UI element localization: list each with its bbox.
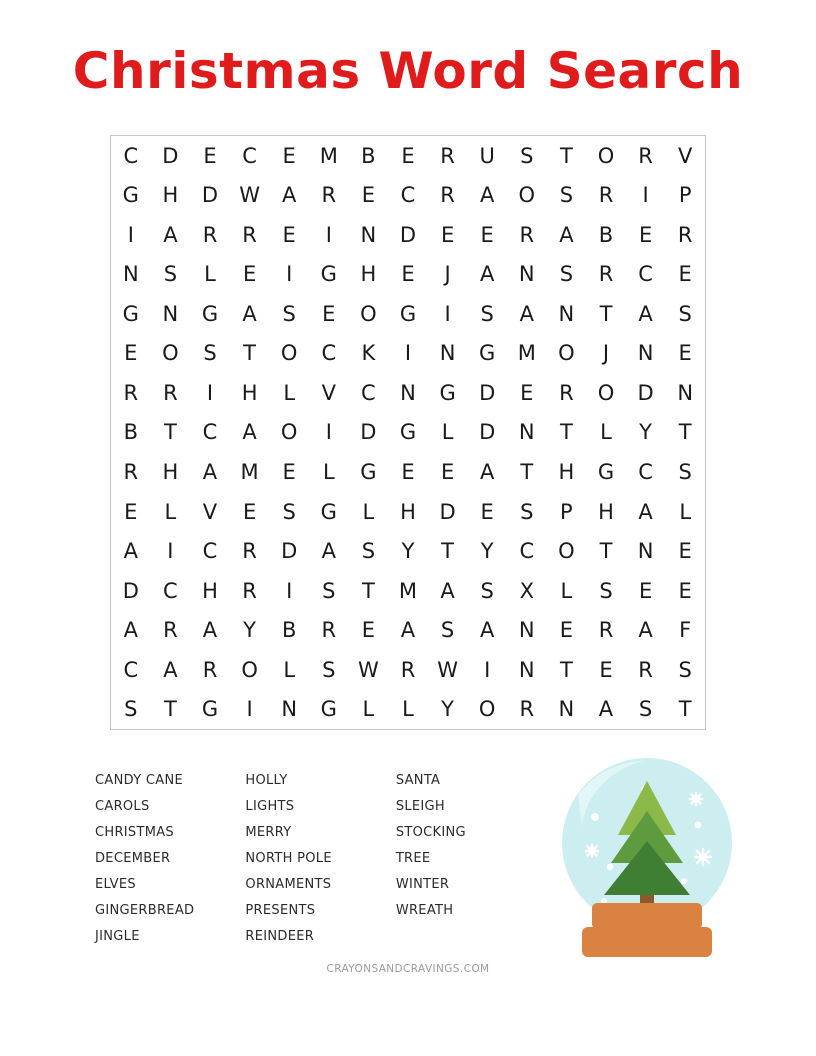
word-list-item: HOLLY xyxy=(245,773,288,788)
grid-cell: I xyxy=(484,657,491,682)
grid-cell: R xyxy=(440,183,455,208)
grid-cell: O xyxy=(162,341,179,366)
word-list-item: MERRY xyxy=(245,825,292,840)
grid-cell: L xyxy=(441,420,454,445)
grid-cell: C xyxy=(519,539,535,564)
grid-cell: M xyxy=(319,143,338,168)
grid-cell: S xyxy=(480,578,494,603)
grid-cell: X xyxy=(519,578,534,603)
grid-cell: D xyxy=(162,143,179,168)
word-list-item: LIGHTS xyxy=(245,799,295,814)
grid-cell: A xyxy=(598,697,614,722)
grid-cell: I xyxy=(127,222,134,247)
grid-cell: B xyxy=(123,420,138,445)
grid-cell: B xyxy=(598,222,614,247)
grid-cell: U xyxy=(479,143,495,168)
grid-cell: G xyxy=(399,420,417,445)
grid-cell: S xyxy=(480,301,494,326)
grid-cell: M xyxy=(398,578,418,603)
grid-cell: Y xyxy=(639,420,652,445)
grid-cell: W xyxy=(358,657,379,682)
grid-cell: C xyxy=(400,183,416,208)
grid-cell: E xyxy=(678,578,692,603)
grid-cell: D xyxy=(439,499,456,524)
grid-cell: J xyxy=(602,341,610,366)
grid-cell: C xyxy=(321,341,337,366)
grid-cell: R xyxy=(598,183,614,208)
grid-cell: R xyxy=(321,618,337,643)
grid-cell: N xyxy=(439,341,456,366)
grid-cell: I xyxy=(286,262,293,287)
grid-cell: C xyxy=(202,539,218,564)
grid-cell: N xyxy=(558,301,575,326)
grid-cell: R xyxy=(163,618,178,643)
grid-cell: G xyxy=(360,460,377,485)
grid-cell: R xyxy=(123,460,139,485)
grid-cell: A xyxy=(519,301,534,326)
grid-cell: E xyxy=(242,262,257,287)
grid-cell: L xyxy=(679,499,692,524)
grid-cell: A xyxy=(638,499,653,524)
grid-cell: R xyxy=(598,618,614,643)
grid-cell: N xyxy=(518,618,535,643)
grid-cell: N xyxy=(122,262,139,287)
grid-cell: R xyxy=(163,380,178,405)
grid-cell: I xyxy=(642,183,649,208)
grid-cell: I xyxy=(286,578,293,603)
page-title: Christmas Word Search xyxy=(72,42,744,100)
grid-cell: T xyxy=(361,578,375,603)
grid-cell: A xyxy=(123,539,138,564)
grid-cell: A xyxy=(400,618,416,643)
grid-cell: R xyxy=(638,143,653,168)
grid-cell: D xyxy=(201,183,219,208)
grid-cell: R xyxy=(559,380,574,405)
credit-line: CRAYONSANDCRAVINGS.COM xyxy=(326,963,490,975)
grid-cell: D xyxy=(479,380,496,405)
grid-cell: H xyxy=(162,183,179,208)
grid-cell: O xyxy=(280,420,298,445)
word-list-item: STOCKING xyxy=(395,825,466,840)
grid-cell: N xyxy=(518,657,535,682)
grid-cell: K xyxy=(361,341,376,366)
grid-cell: R xyxy=(242,578,257,603)
grid-cell: C xyxy=(123,657,139,682)
grid-cell: N xyxy=(518,420,535,445)
word-list-item: GINGERBREAD xyxy=(95,903,195,918)
grid-cell: G xyxy=(201,301,219,326)
grid-cell: M xyxy=(517,341,536,366)
grid-cell: H xyxy=(202,578,218,603)
grid-cell: H xyxy=(400,499,416,524)
grid-cell: Y xyxy=(243,618,256,643)
grid-cell: E xyxy=(638,578,653,603)
grid-cell: C xyxy=(123,143,139,168)
grid-cell: B xyxy=(281,618,297,643)
grid-cell: L xyxy=(283,657,296,682)
word-list-item: CHRISTMAS xyxy=(95,825,174,840)
word-list xyxy=(95,768,525,950)
grid-cell: T xyxy=(163,697,177,722)
grid-cell: N xyxy=(677,380,694,405)
grid-cell: S xyxy=(678,301,692,326)
grid-cell: G xyxy=(201,697,219,722)
grid-cell: S xyxy=(322,657,336,682)
grid-cell: A xyxy=(638,618,653,643)
grid-cell: E xyxy=(361,183,376,208)
grid-cell: G xyxy=(479,341,496,366)
grid-cell: L xyxy=(362,499,375,524)
grid-cell: A xyxy=(480,618,495,643)
grid-cell: L xyxy=(322,460,335,485)
word-search-grid xyxy=(110,135,706,730)
grid-cell: A xyxy=(202,460,218,485)
grid-cell: T xyxy=(441,539,454,564)
word-list-item: PRESENTS xyxy=(245,903,316,918)
grid-cell: O xyxy=(518,183,536,208)
grid-cell: H xyxy=(241,380,258,405)
word-list-item: JINGLE xyxy=(95,929,140,944)
grid-cell: O xyxy=(558,341,575,366)
grid-cell: S xyxy=(520,499,534,524)
grid-cell: G xyxy=(320,499,337,524)
grid-cell: E xyxy=(124,341,138,366)
grid-cell: R xyxy=(638,657,653,682)
grid-cell: A xyxy=(163,657,178,682)
grid-cell: V xyxy=(678,143,693,168)
grid-cell: S xyxy=(678,657,692,682)
grid-cell: S xyxy=(203,341,217,366)
grid-cell: C xyxy=(242,143,257,168)
grid-cell: B xyxy=(361,143,376,168)
grid-cell: N xyxy=(281,697,298,722)
grid-cell: L xyxy=(402,697,414,722)
grid-cell: R xyxy=(242,222,257,247)
grid-cell: L xyxy=(560,578,573,603)
grid-cell: E xyxy=(282,222,296,247)
grid-cell: W xyxy=(437,657,458,682)
grid-cell: S xyxy=(282,301,296,326)
grid-cell: H xyxy=(360,262,377,287)
grid-cell: N xyxy=(637,539,654,564)
grid-cell: F xyxy=(679,618,692,643)
grid-cell: L xyxy=(164,499,177,524)
grid-cell: A xyxy=(559,222,574,247)
grid-cell: I xyxy=(325,420,332,445)
grid-cell: E xyxy=(242,499,257,524)
grid-cell: A xyxy=(440,578,455,603)
grid-cell: Y xyxy=(401,539,415,564)
grid-cell: T xyxy=(243,341,256,366)
grid-cell: S xyxy=(520,143,534,168)
word-list-item: REINDEER xyxy=(245,929,315,944)
grid-cell: S xyxy=(599,578,613,603)
grid-cell: A xyxy=(163,222,178,247)
grid-cell: I xyxy=(167,539,174,564)
grid-cell: I xyxy=(404,341,412,366)
grid-cell: R xyxy=(677,222,693,247)
grid-cell: A xyxy=(321,539,336,564)
grid-cell: R xyxy=(519,222,535,247)
grid-cell: T xyxy=(163,420,177,445)
grid-cell: E xyxy=(440,460,455,485)
grid-cell: P xyxy=(560,499,573,524)
grid-cell: C xyxy=(202,420,218,445)
grid-cell: E xyxy=(282,143,296,168)
grid-cell: D xyxy=(281,539,298,564)
grid-cell: E xyxy=(440,222,455,247)
grid-cell: E xyxy=(559,618,574,643)
word-list-item: WINTER xyxy=(395,877,450,892)
grid-cell: E xyxy=(282,460,296,485)
grid-cell: O xyxy=(597,143,615,168)
word-list-item: ELVES xyxy=(95,877,136,892)
word-list-item: ORNAMENTS xyxy=(245,877,332,892)
grid-cell: A xyxy=(480,460,495,485)
grid-cell: R xyxy=(321,183,337,208)
grid-cell: G xyxy=(122,183,139,208)
grid-cell: O xyxy=(478,697,496,722)
grid-cell: R xyxy=(400,657,416,682)
grid-cell: O xyxy=(597,380,615,405)
grid-cell: E xyxy=(401,460,415,485)
grid-cell: A xyxy=(282,183,297,208)
grid-cell: C xyxy=(638,460,653,485)
word-list-item: CANDY CANE xyxy=(95,773,183,788)
word-list-column-3 xyxy=(396,768,525,950)
grid-cell: I xyxy=(206,380,214,405)
grid-cell: G xyxy=(320,697,337,722)
grid-cell: S xyxy=(282,499,296,524)
grid-cell: E xyxy=(678,262,692,287)
grid-cell: E xyxy=(678,539,692,564)
grid-cell: G xyxy=(597,460,615,485)
word-list-item: CAROLS xyxy=(95,799,150,814)
grid-cell: C xyxy=(163,578,178,603)
grid-cell: P xyxy=(678,183,692,208)
grid-cell: R xyxy=(202,657,218,682)
grid-cell: O xyxy=(360,301,377,326)
grid-cell: E xyxy=(599,657,613,682)
grid-cell: G xyxy=(439,380,456,405)
grid-cell: D xyxy=(399,222,417,247)
grid-cell: S xyxy=(559,183,574,208)
grid-cell: N xyxy=(360,222,377,247)
grid-cell: G xyxy=(399,301,417,326)
grid-cell: D xyxy=(479,420,496,445)
grid-cell: O xyxy=(241,657,258,682)
grid-cell: A xyxy=(480,262,495,287)
grid-cell: L xyxy=(204,262,216,287)
grid-cell: T xyxy=(559,657,573,682)
grid-cell: S xyxy=(559,262,574,287)
grid-cell: S xyxy=(678,460,692,485)
word-list-item: SANTA xyxy=(395,773,441,788)
grid-cell: A xyxy=(480,183,495,208)
grid-cell: D xyxy=(122,578,139,603)
grid-cell: V xyxy=(202,499,218,524)
grid-cell: E xyxy=(480,222,494,247)
grid-cell: A xyxy=(123,618,138,643)
grid-cell: N xyxy=(162,301,179,326)
grid-cell: N xyxy=(637,341,654,366)
grid-cell: T xyxy=(599,539,613,564)
grid-cell: W xyxy=(239,183,260,208)
word-list-item: DECEMBER xyxy=(95,851,171,866)
grid-cell: E xyxy=(401,262,415,287)
grid-cell: O xyxy=(280,341,298,366)
grid-cell: V xyxy=(321,380,336,405)
grid-cell: C xyxy=(361,380,376,405)
grid-cell: E xyxy=(361,618,376,643)
grid-cell: T xyxy=(678,420,692,445)
word-list-item: NORTH POLE xyxy=(245,851,332,866)
grid-cell: E xyxy=(322,301,336,326)
grid-cell: G xyxy=(122,301,139,326)
grid-cell: E xyxy=(203,143,217,168)
word-list-column-1 xyxy=(95,768,245,950)
grid-cell: N xyxy=(518,262,535,287)
grid-cell: R xyxy=(440,143,455,168)
grid-cell: L xyxy=(600,420,612,445)
grid-cell: T xyxy=(520,460,534,485)
grid-cell: H xyxy=(598,499,614,524)
grid-cell: I xyxy=(325,222,332,247)
grid-cell: H xyxy=(162,460,179,485)
grid-cell: A xyxy=(202,618,218,643)
grid-cell: N xyxy=(558,697,575,722)
grid-cell: J xyxy=(444,262,451,287)
grid-cell: T xyxy=(559,143,573,168)
grid-cell: E xyxy=(124,499,138,524)
grid-cell: T xyxy=(599,301,613,326)
grid-cell: E xyxy=(638,222,653,247)
grid-cell: C xyxy=(638,262,653,287)
grid-cell: E xyxy=(401,143,415,168)
grid-cell: Y xyxy=(441,697,454,722)
grid-cell: R xyxy=(242,539,257,564)
grid-cell: G xyxy=(320,262,337,287)
grid-cell: D xyxy=(360,420,377,445)
grid-cell: E xyxy=(678,341,692,366)
grid-cell: T xyxy=(678,697,692,722)
grid-cell: S xyxy=(163,262,178,287)
grid-cell: E xyxy=(480,499,494,524)
word-list-item: TREE xyxy=(395,851,431,866)
letter-grid xyxy=(111,136,705,729)
grid-cell: D xyxy=(637,380,654,405)
grid-cell: A xyxy=(638,301,653,326)
grid-cell: R xyxy=(519,697,535,722)
grid-cell: S xyxy=(124,697,138,722)
word-list-column-2 xyxy=(245,768,395,950)
grid-cell: L xyxy=(283,380,296,405)
grid-cell: T xyxy=(559,420,573,445)
grid-cell: R xyxy=(598,262,614,287)
word-list-item: SLEIGH xyxy=(395,799,446,814)
grid-cell: A xyxy=(242,420,257,445)
grid-cell: S xyxy=(638,697,653,722)
grid-cell: H xyxy=(558,460,575,485)
grid-cell: S xyxy=(361,539,376,564)
grid-cell: A xyxy=(242,301,257,326)
grid-cell: S xyxy=(440,618,455,643)
grid-cell: R xyxy=(202,222,218,247)
grid-cell: L xyxy=(362,697,375,722)
grid-cell: N xyxy=(400,380,416,405)
grid-cell: M xyxy=(240,460,259,485)
grid-cell: S xyxy=(322,578,336,603)
snow-globe-illustration xyxy=(548,755,746,970)
grid-cell: I xyxy=(246,697,253,722)
grid-cell: R xyxy=(123,380,139,405)
grid-cell: E xyxy=(520,380,534,405)
word-list-item: WREATH xyxy=(395,903,454,918)
grid-cell: Y xyxy=(480,539,494,564)
grid-cell: I xyxy=(444,301,451,326)
grid-cell: O xyxy=(558,539,575,564)
